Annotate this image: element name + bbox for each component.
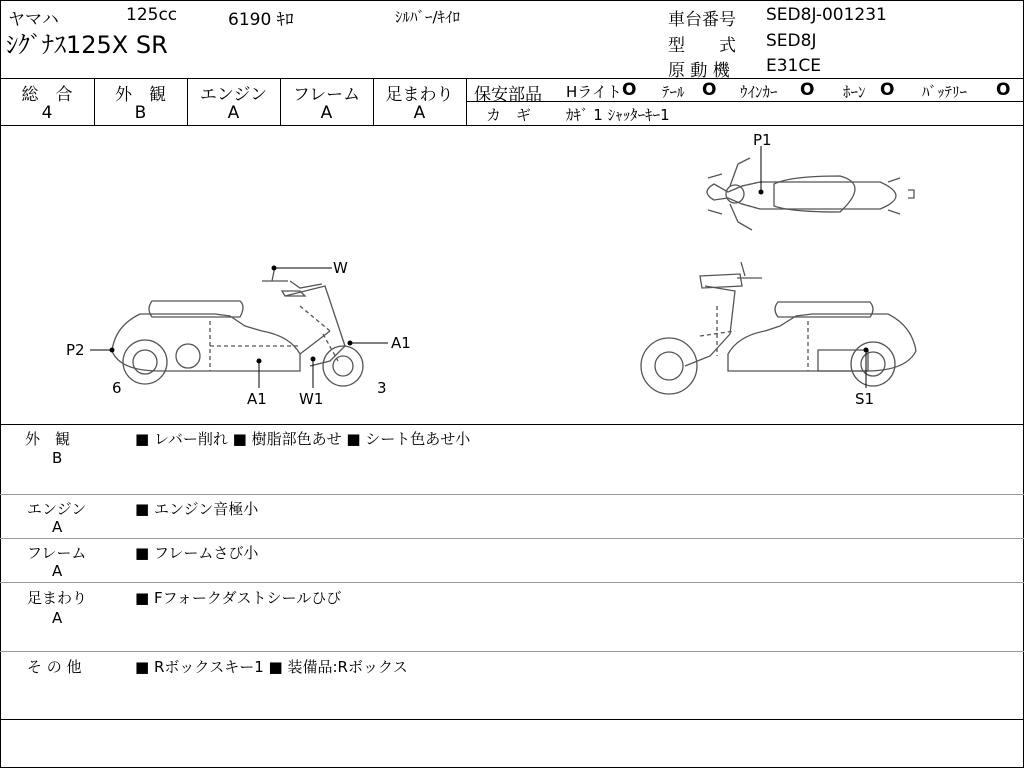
key-label: カ ギ [486, 106, 532, 124]
type-value: SED8J [766, 31, 817, 51]
grade-value-engine: A [227, 103, 240, 123]
grade-header-engine: エンジン [199, 85, 268, 105]
safety-battery-mark: O [996, 80, 1011, 100]
safety-winker: ｳｲﾝｶｰ [740, 83, 778, 101]
maker: ヤマハ [8, 10, 59, 30]
detail-grade-engine: A [52, 518, 63, 536]
engine-label: 原 動 機 [668, 61, 730, 81]
chassis-label: 車台番号 [668, 10, 736, 30]
safety-horn-mark: O [880, 80, 895, 100]
detail-text-engine: ■ エンジン音極小 [135, 500, 259, 518]
grade-header-exterior: 外 観 [115, 85, 166, 105]
label-a1-right: A1 [391, 334, 411, 352]
detail-name-suspension: 足まわり [27, 589, 88, 607]
type-label: 型 式 [668, 36, 736, 56]
detail-name-exterior: 外 観 [25, 430, 71, 448]
label-p2: P2 [66, 341, 85, 359]
displacement: 125cc [126, 5, 178, 25]
safety-label: 保安部品 [474, 85, 542, 105]
color: ｼﾙﾊﾞｰ/ｷｲﾛ [395, 8, 461, 26]
safety-headlight: Hライト [566, 83, 622, 101]
model-name: ｼｸﾞﾅｽ125X SR [6, 31, 168, 59]
safety-headlight-mark: O [622, 80, 637, 100]
grade-value-exterior: B [134, 103, 147, 123]
chassis-value: SED8J-001231 [766, 5, 887, 25]
label-w: W [333, 259, 348, 277]
left-scooter-drawing [112, 266, 363, 386]
grade-header-suspension: 足まわり [385, 85, 454, 105]
right-scooter-drawing [641, 262, 916, 394]
detail-grade-exterior: B [52, 449, 63, 467]
detail-text-exterior: ■ レバー削れ ■ 樹脂部色あせ ■ シート色あせ小 [135, 430, 471, 448]
label-six: 6 [112, 379, 122, 397]
detail-name-other: そ の 他 [27, 658, 82, 676]
mileage: 6190 ｷﾛ [228, 10, 294, 30]
safety-winker-mark: O [800, 80, 815, 100]
safety-battery: ﾊﾞｯﾃﾘｰ [922, 83, 968, 101]
label-p1: P1 [753, 131, 772, 149]
label-a1-bottom: A1 [247, 390, 267, 408]
grade-value-suspension: A [413, 103, 426, 123]
engine-value: E31CE [766, 56, 821, 76]
safety-tail: ﾃｰﾙ [662, 83, 685, 101]
detail-text-other: ■ Rボックスキー1 ■ 装備品:Rボックス [135, 658, 408, 676]
grade-value-overall: 4 [41, 103, 53, 123]
label-three: 3 [377, 379, 387, 397]
safety-tail-mark: O [702, 80, 717, 100]
detail-text-suspension: ■ Fフォークダストシールひび [135, 589, 342, 607]
grade-header-overall: 総 合 [21, 85, 73, 105]
detail-text-frame: ■ フレームさび小 [135, 544, 259, 562]
label-s1: S1 [855, 390, 875, 408]
scooter-diagram [0, 126, 1024, 424]
top-scooter-drawing [707, 158, 914, 230]
safety-horn: ﾎｰﾝ [843, 83, 866, 101]
detail-name-engine: エンジン [27, 500, 87, 518]
detail-grade-frame: A [52, 562, 63, 580]
grade-value-frame: A [320, 103, 333, 123]
key-value: ｶｷﾞ 1 ｼｬｯﾀｰｷｰ1 [566, 106, 670, 124]
grade-header-frame: フレーム [292, 85, 361, 105]
detail-grade-suspension: A [52, 609, 63, 627]
detail-name-frame: フレーム [27, 544, 87, 562]
label-w1: W1 [299, 390, 324, 408]
